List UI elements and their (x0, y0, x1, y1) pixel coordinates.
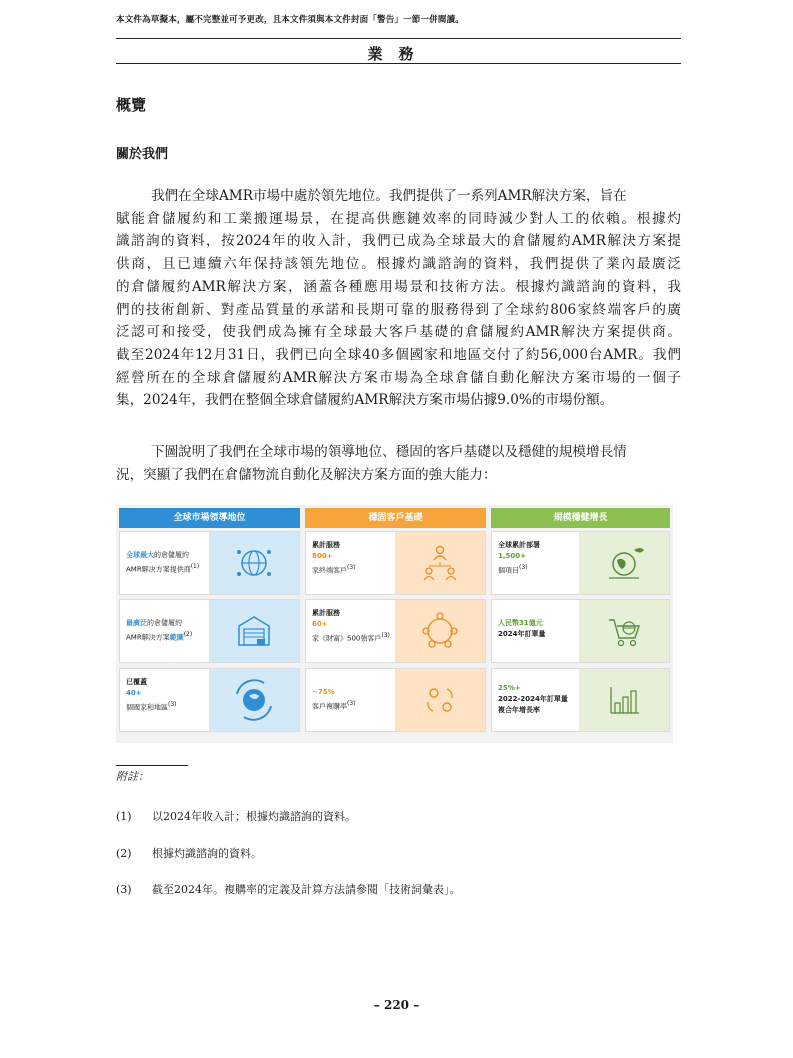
card-label: AMR解決方案 (126, 633, 170, 642)
card-repurchase-rate (305, 668, 486, 732)
para1-line: 們的技術創新、對產品質量的承諾和長期可靠的服務得到了全球約806家終端客戶的廣 (116, 301, 681, 318)
footnote-number: (2) (116, 847, 132, 860)
footnote-rule (116, 765, 188, 766)
heading-overview: 概覽 (116, 96, 147, 114)
para1-line: 泛認可和接受，使我們成為擁有全球最大客戶基礎的倉儲履約AMR解決方案提供商。 (116, 324, 681, 341)
card-label: 家終端客戶 (312, 566, 347, 575)
card-text (126, 618, 212, 643)
footnote-ref: (3) (168, 701, 177, 708)
footnote-text: 以2024年收入計；根據灼識諮詢的資料。 (152, 810, 356, 823)
para1-line: 集，2024年，我們在整個全球倉儲履約AMR解決方案市場佔據9.0%的市場份額。 (116, 392, 614, 409)
card-projects-deployed (491, 531, 670, 595)
infographic (116, 505, 673, 743)
card-label: 2024年訂單量 (498, 630, 546, 638)
column-head-customer-base: 穩固客戶基礎 (305, 508, 486, 528)
globe-network-icon (209, 532, 299, 594)
card-label: 的倉儲履約 (147, 619, 182, 627)
paragraph-2 (116, 441, 681, 486)
footnote-text: 截至2024年。複購率的定義及計算方法請參閱「技術詞彙表」。 (152, 883, 461, 896)
card-label: 累計服務 (312, 609, 340, 617)
para1-line: 經營所在的全球倉儲履約AMR解決方案市場為全球倉儲自動化解決方案市場的一個子 (116, 369, 681, 386)
column-head-scale-growth: 規模穩健增長 (491, 508, 670, 528)
highlight: 800+ (312, 552, 333, 560)
footnote-number: (1) (116, 810, 132, 823)
card-label: 已覆蓋 (126, 678, 147, 686)
card-broadest-range (119, 599, 300, 663)
heading-about-us: 關於我們 (116, 147, 169, 162)
para1-line: 識諮詢的資料，按2024年的收入計，我們已成為全球最大的倉儲履約AMR解決方案提 (116, 233, 681, 250)
card-text (498, 618, 584, 640)
highlight: 最廣泛 (126, 619, 147, 627)
card-label: 個國家和地區 (126, 703, 168, 712)
globe-leaf-icon (579, 532, 669, 594)
card-text (312, 540, 398, 576)
highlight: 人民幣31億元 (498, 619, 543, 627)
footnote-ref: (3) (347, 700, 356, 707)
footnote-text: 根據灼識諮詢的資料。 (152, 847, 262, 860)
footnote-heading: 附註： (116, 770, 149, 783)
card-label: 2022-2024年訂單量 (498, 695, 568, 703)
bar-growth-icon (579, 669, 669, 731)
section-title: 業務 (367, 45, 430, 63)
highlight: 全球最大 (126, 551, 154, 559)
user-cycle-icon (395, 669, 485, 731)
card-text (312, 687, 398, 712)
card-label: 複合年增長率 (498, 706, 540, 714)
draft-notice: 本文件為草擬本，屬不完整並可予更改，且本文件須與本文件封面「警告」一節一併閱讀。 (116, 15, 465, 25)
highlight: 範圍 (169, 633, 184, 642)
card-label: 客戶複購率 (312, 702, 347, 711)
cart-globe-icon (579, 600, 669, 662)
footnote-ref: (1) (190, 563, 200, 570)
column-head-market-leadership: 全球市場領導地位 (119, 508, 300, 528)
footnote-item (116, 808, 356, 824)
highlight: 40+ (126, 689, 142, 697)
highlight: ~75% (312, 688, 335, 696)
header-rule-bottom (116, 63, 681, 64)
footnote-ref: (2) (183, 631, 193, 638)
highlight: 25%+ (498, 684, 521, 692)
card-countries-covered (119, 668, 300, 732)
card-text (498, 683, 584, 716)
footnote-number: (3) (116, 883, 132, 896)
header-rule-top (116, 38, 681, 39)
card-cagr (491, 668, 670, 732)
footnote-ref: (3) (519, 564, 528, 571)
card-text (498, 540, 584, 576)
footnote-item (116, 881, 461, 897)
para2-line: 下圖說明了我們在全球市場的領導地位、穩固的客戶基礎以及穩健的規模增長情 (151, 444, 627, 460)
footnote-ref: (3) (347, 564, 356, 571)
highlight: 60+ (312, 620, 328, 628)
card-order-volume (491, 599, 670, 663)
card-text (312, 608, 398, 644)
para1-line: 的倉儲履約AMR解決方案，涵蓋各種應用場景和技術方法。根據灼識諮詢的資料，我 (116, 278, 681, 295)
card-label: AMR解決方案提供商 (126, 565, 191, 574)
paragraph-1 (116, 185, 681, 412)
people-circle-icon (395, 600, 485, 662)
card-label: 家《財富》500強客戶 (312, 634, 382, 643)
warehouse-icon (209, 600, 299, 662)
card-label: 的倉儲履約 (154, 551, 189, 559)
para1-line: 供商，且已連續六年保持該領先地位。根據灼識諮詢的資料，我們提供了業內最廣泛 (116, 256, 681, 273)
card-fortune500-customers (305, 599, 486, 663)
card-text (126, 550, 212, 575)
world-arrows-icon (209, 669, 299, 731)
page-number: – 220 – (373, 998, 420, 1012)
footnote-ref: (3) (381, 632, 390, 639)
footnote-item (116, 845, 262, 861)
card-largest-provider (119, 531, 300, 595)
card-label: 個項目 (498, 566, 519, 575)
highlight: 1,500+ (498, 552, 527, 560)
card-text (126, 677, 212, 713)
para1-line: 截至2024年12月31日，我們已向全球40多個國家和地區交付了約56,000台AMR。我們 (116, 346, 681, 363)
para1-line: 我們在全球AMR市場中處於領先地位。我們提供了一系列AMR解決方案，旨在 (151, 188, 627, 204)
card-end-customers (305, 531, 486, 595)
para2-line: 況，突顯了我們在倉儲物流自動化及解決方案方面的強大能力： (116, 466, 497, 483)
card-label: 累計服務 (312, 541, 340, 549)
org-people-icon (395, 532, 485, 594)
card-label: 全球累計部署 (498, 541, 540, 549)
para1-line: 賦能倉儲履約和工業搬運場景，在提高供應鏈效率的同時減少對人工的依賴。根據灼 (116, 210, 681, 227)
